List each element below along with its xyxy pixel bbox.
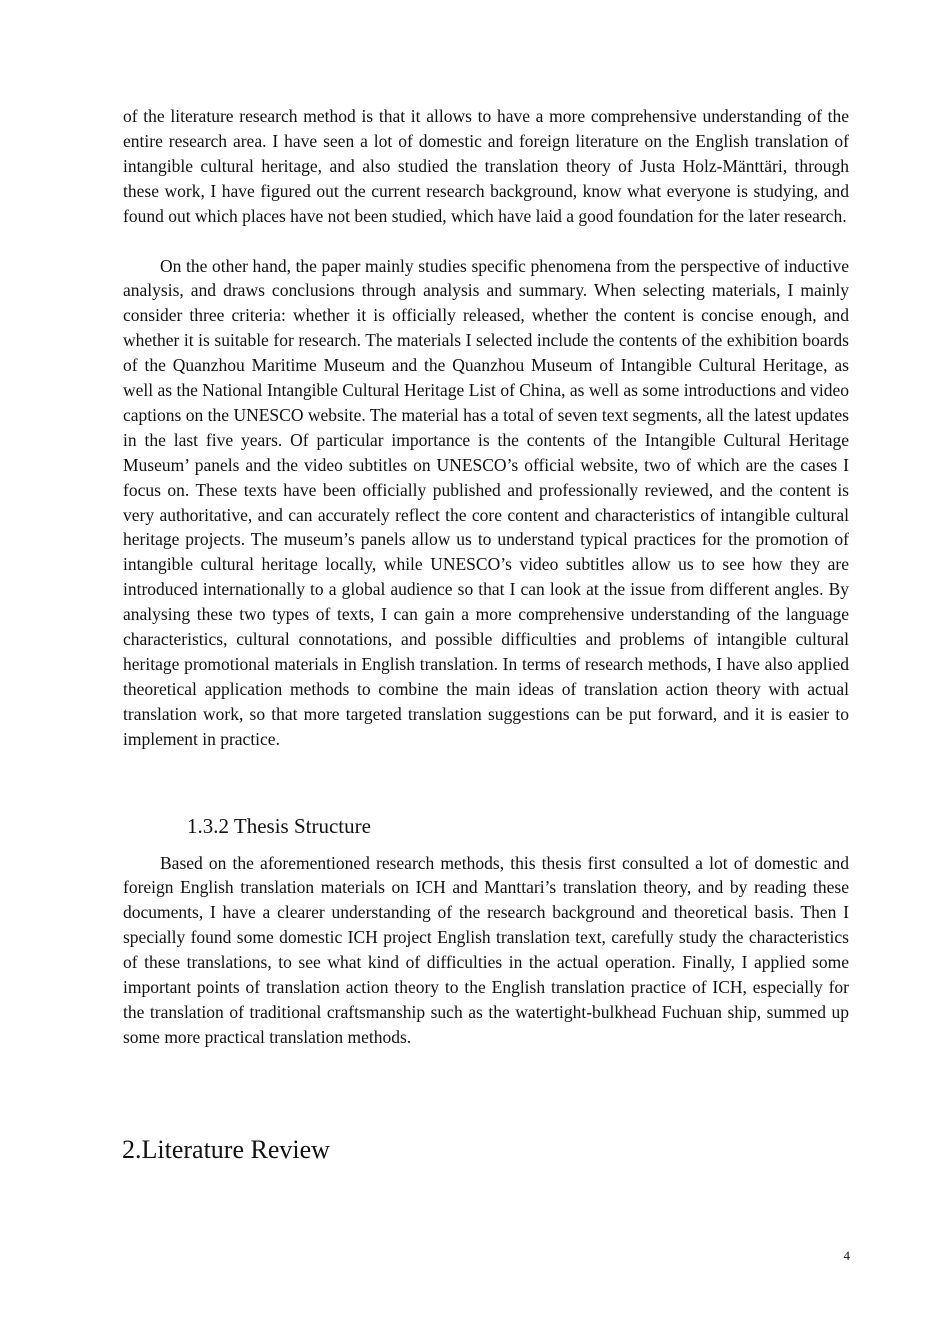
paragraph-research-method-continuation: of the literature research method is that it allows to have a more comprehensive understanding of the entire research area. I have seen a lot of domestic and foreign literature on the English translation of intangible cultural heritage, and also studied the translation theory of Justa Holz-Mänttäri, through these work, I have figured out the current research background, know what everyone is studying, and found out which places have not been studied, which have laid a good foundation for the later research. — [123, 106, 849, 226]
section-heading-thesis-structure: 1.3.2 Thesis Structure — [187, 814, 371, 838]
paragraph-thesis-structure: Based on the aforementioned research methods, this thesis first consulted a lot of domestic and foreign English translation materials on ICH and Manttari’s translation theory, and by reading these documents, I have a clearer understanding of the research background and theoretical basis. Then I specially found some domestic ICH project English translation text, carefully study the characteristics of these translations, to see what kind of difficulties in the actual operation. Finally, I applied some important points of translation action theory to the English translation practice of ICH, especially for the translation of traditional craftsmanship such as the watertight-bulkhead Fuchuan ship, summed up some more practical translation methods. — [123, 852, 849, 1047]
paragraph-inductive-analysis: On the other hand, the paper mainly studies specific phenomena from the perspective of inductive analysis, and draws conclusions through analysis and summary. When selecting materials, I mainly consider three criteria: whether it is officially released, whether the content is concise enough, and whether it is suitable for research. The materials I selected include the contents of the exhibition boards of the Quanzhou Maritime Museum and the Quanzhou Museum of Intangible Cultural Heritage, as well as the National Intangible Cultural Heritage List of China, as well as some introductions and video captions on the UNESCO website. The material has a total of seven text segments, all the latest updates in the last five years. Of particular importance is the contents of the Intangible Cultural Heritage Museum’ panels and the video subtitles on UNESCO’s official website, two of which are the cases I focus on. These texts have been officially published and professionally reviewed, and the content is very authoritative, and can accurately reflect the core content and characteristics of intangible cultural heritage projects. The museum’s panels allow us to understand typical practices for the promotion of intangible cultural heritage locally, while UNESCO’s video subtitles allow us to see how they are introduced internationally to a global audience so that I can look at the issue from different angles. By analysing these two types of texts, I can gain a more comprehensive understanding of the language characteristics, cultural connotations, and possible difficulties and problems of intangible cultural heritage promotional materials in English translation. In terms of research methods, I have also applied theoretical application methods to combine the main ideas of translation action theory with actual translation work, so that more targeted translation suggestions can be put forward, and it is easier to implement in practice. — [123, 255, 849, 749]
page-number: 4 — [843, 1248, 850, 1263]
chapter-heading-literature-review: 2.Literature Review — [122, 1135, 330, 1164]
